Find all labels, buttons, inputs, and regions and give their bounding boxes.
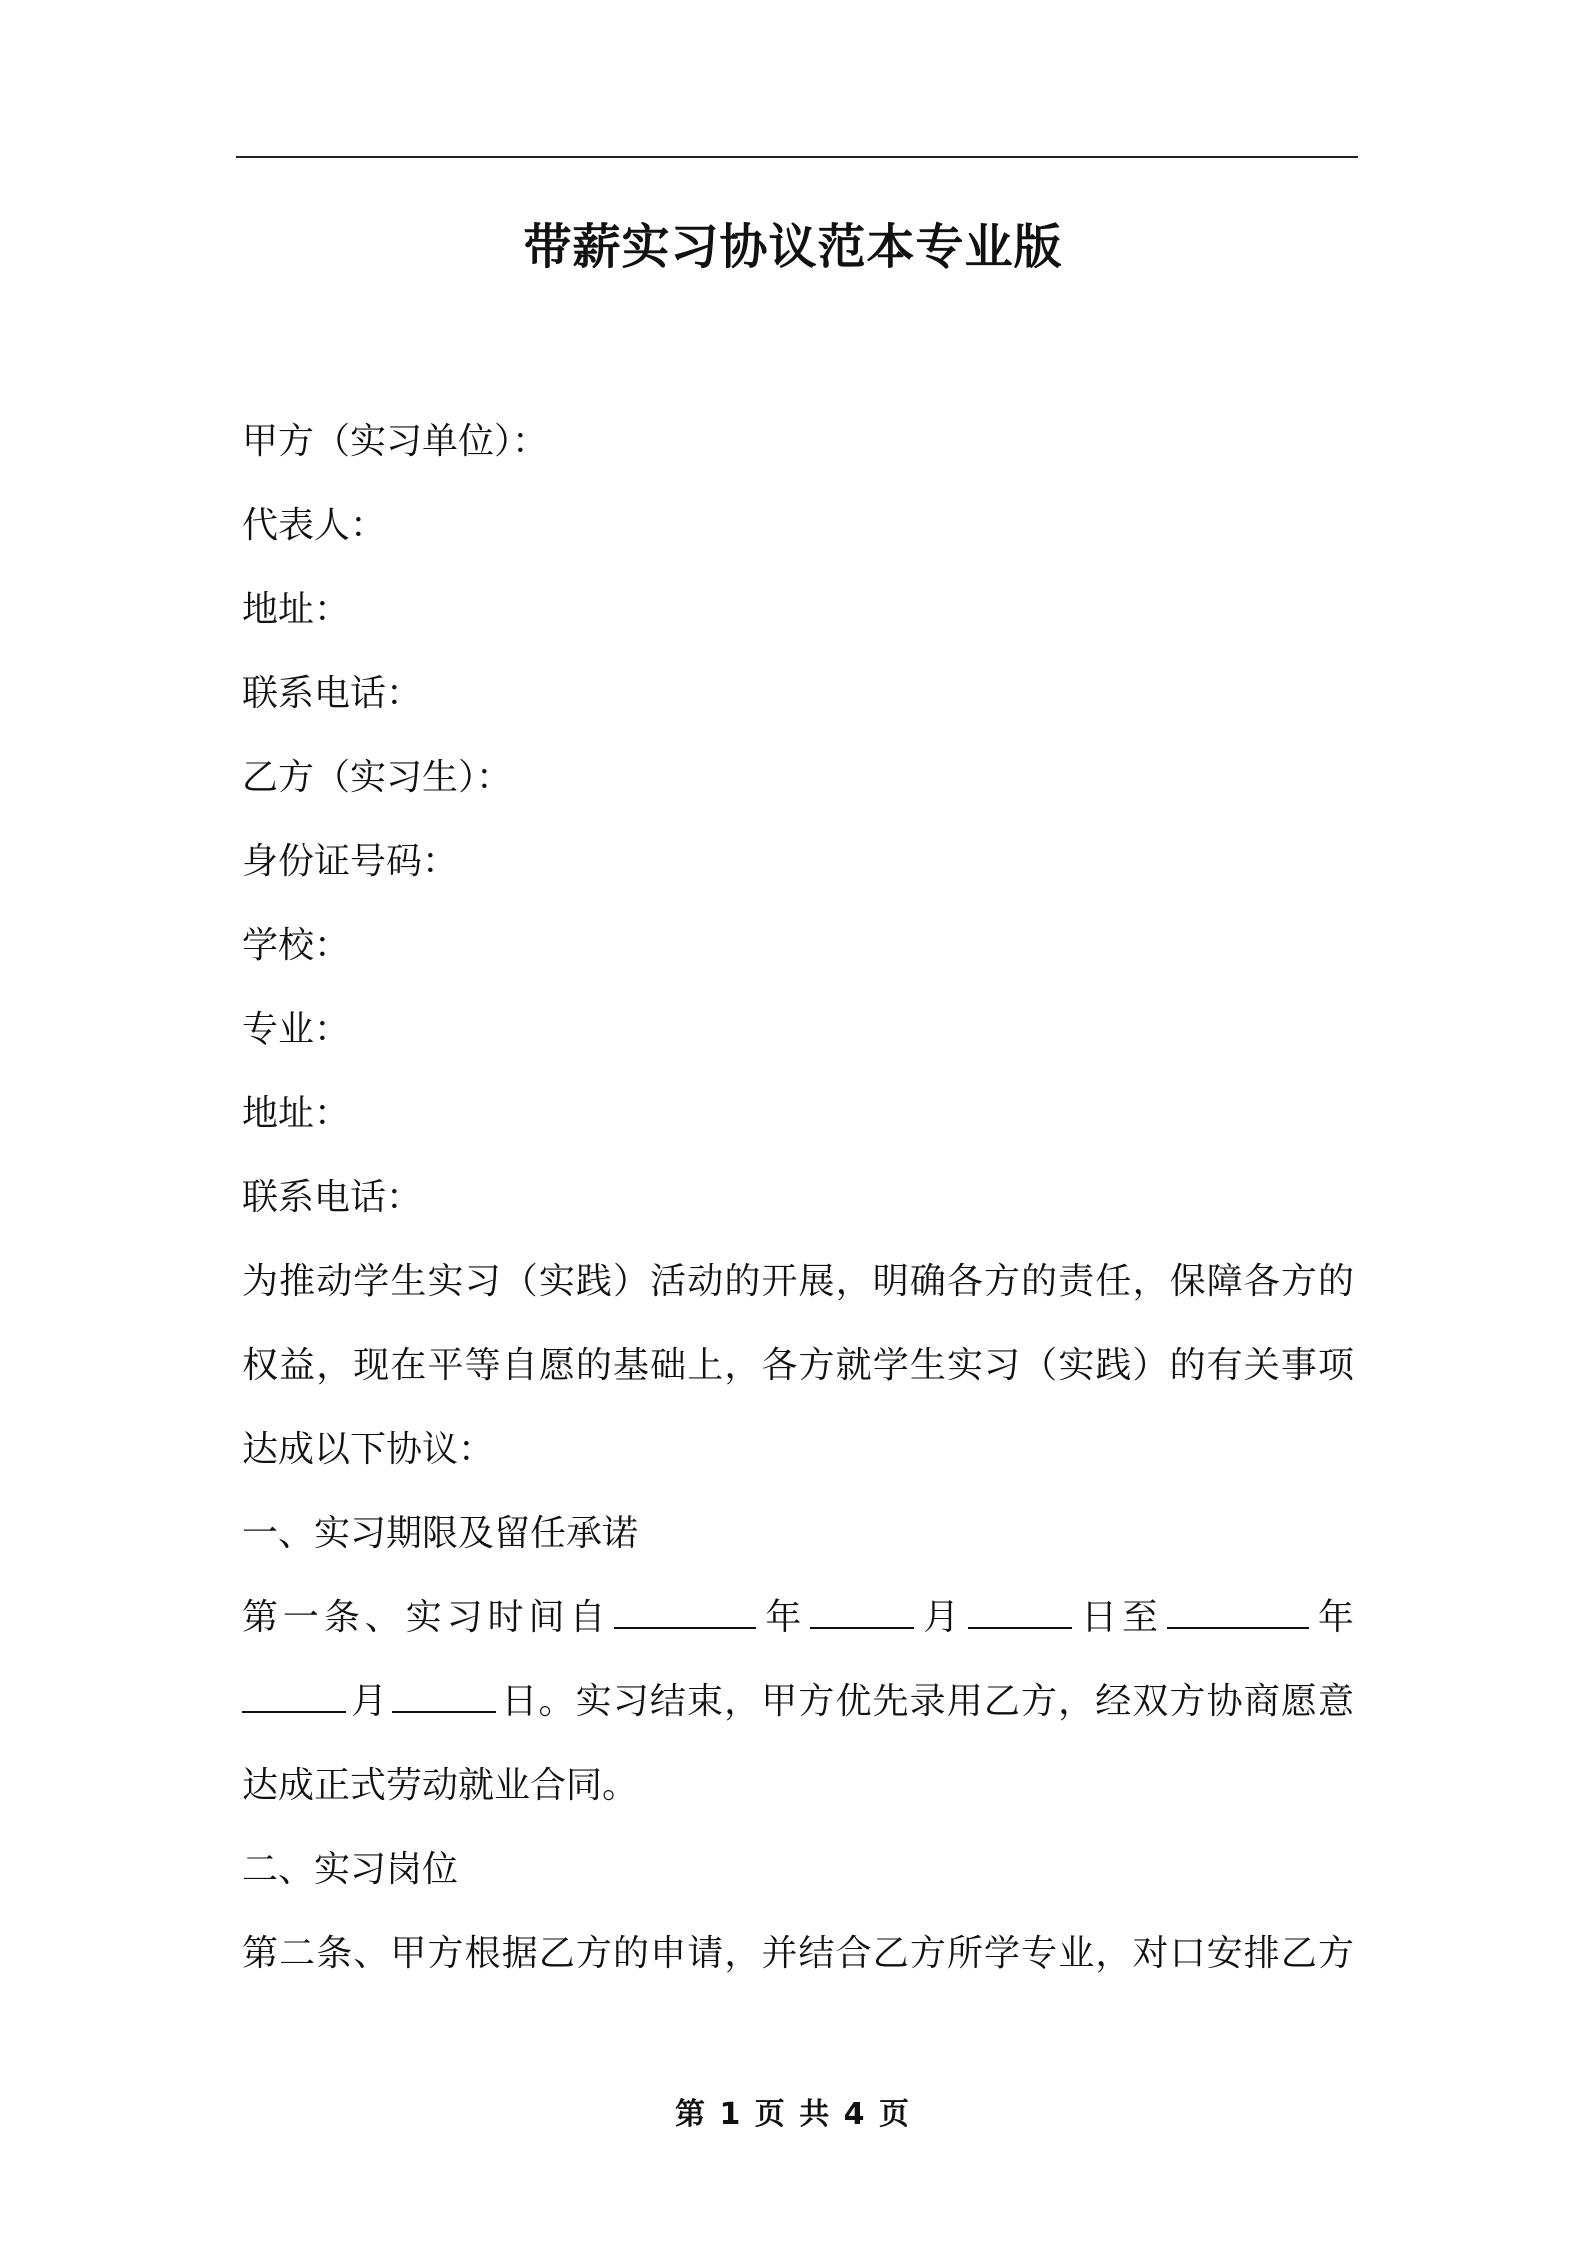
party-b-label: 乙方（实习生）： [242, 757, 513, 798]
start-day-blank[interactable] [968, 1597, 1072, 1629]
header-rule [236, 156, 1358, 158]
start-year-blank[interactable] [614, 1597, 756, 1629]
end-month-label: 月 [350, 1681, 389, 1722]
preamble-line-3: 达成以下协议： [242, 1429, 495, 1470]
article-1-line-1 [242, 1576, 1354, 1660]
end-day-blank[interactable] [392, 1681, 496, 1713]
document-title: 带薪实习协议范本专业版 [523, 219, 1063, 275]
party-a-address: 地址： [242, 589, 351, 630]
article-2-line-1: 第二条、甲方根据乙方的申请，并结合乙方所学专业，对口安排乙方 [242, 1933, 1354, 1974]
page-number: 第 1 页 共 4 页 [675, 2097, 911, 2132]
start-day-to-label: 日至 [1076, 1597, 1163, 1638]
article-1-line-2 [242, 1660, 1354, 1744]
party-b-major: 专业： [242, 1009, 351, 1050]
document-body [242, 400, 1354, 1996]
start-month-label: 月 [918, 1597, 965, 1638]
article-1-intro: 第一条、实习时间自 [242, 1597, 611, 1638]
article-1-line-3: 达成正式劳动就业合同。 [242, 1765, 639, 1806]
party-b-address: 地址： [242, 1093, 351, 1134]
party-b-school: 学校： [242, 925, 351, 966]
party-a-phone: 联系电话： [242, 673, 423, 714]
preamble-line-2: 权益，现在平等自愿的基础上，各方就学生实习（实践）的有关事项 [242, 1345, 1354, 1386]
section-2-heading: 二、实习岗位 [242, 1849, 459, 1890]
party-b-phone: 联系电话： [242, 1177, 423, 1218]
article-1-line-2-text: 日。实习结束，甲方优先录用乙方，经双方协商愿意 [500, 1681, 1354, 1722]
preamble-line-1: 为推动学生实习（实践）活动的开展，明确各方的责任，保障各方的 [242, 1261, 1354, 1302]
start-year-label: 年 [760, 1597, 807, 1638]
end-year-label: 年 [1313, 1597, 1354, 1638]
end-year-blank[interactable] [1167, 1597, 1309, 1629]
party-b-id-number: 身份证号码： [242, 841, 459, 882]
start-month-blank[interactable] [810, 1597, 914, 1629]
party-a-representative: 代表人： [242, 505, 387, 546]
section-1-heading: 一、实习期限及留任承诺 [242, 1513, 639, 1554]
end-month-blank[interactable] [242, 1681, 346, 1713]
party-a-label: 甲方（实习单位）： [242, 421, 549, 462]
